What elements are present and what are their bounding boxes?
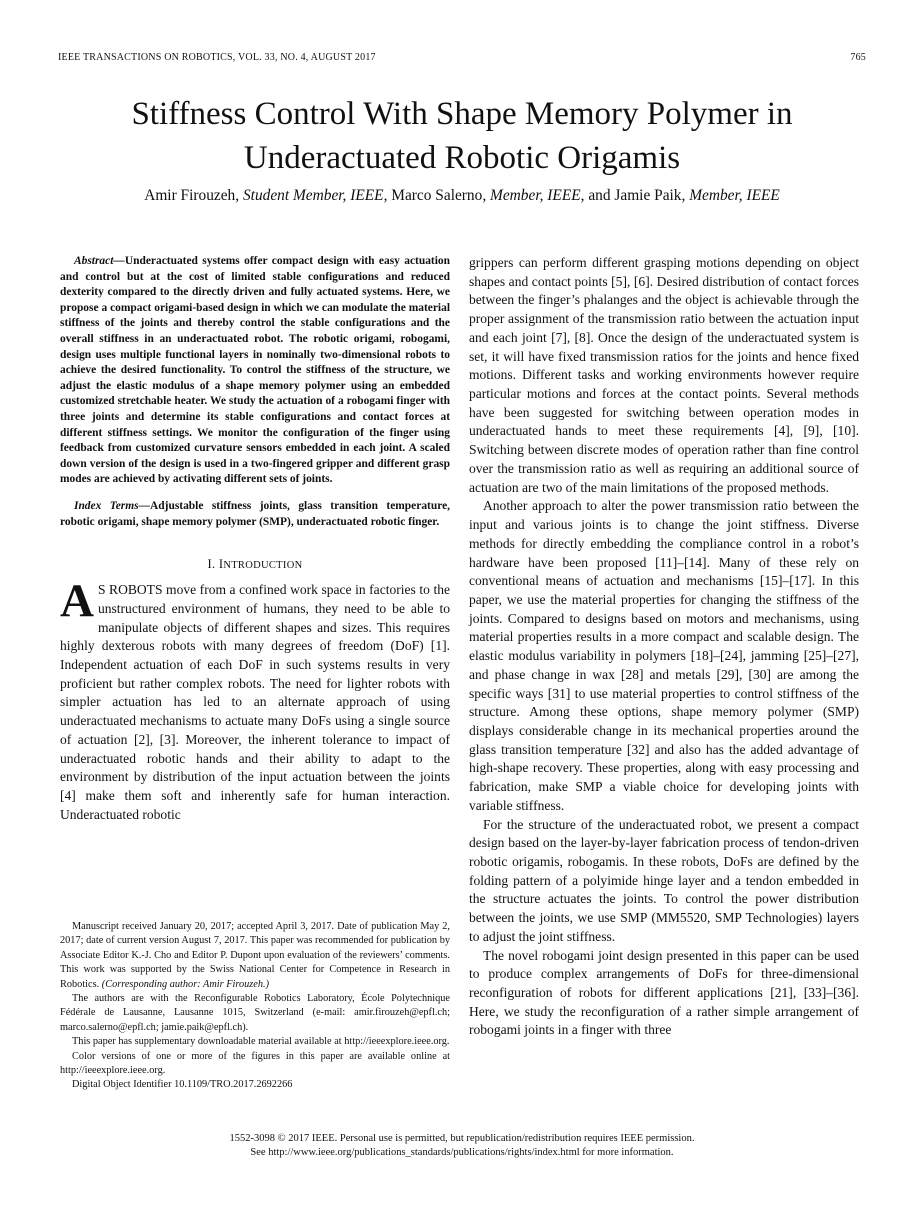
author-3-affiliation: , Member, IEEE xyxy=(681,187,780,204)
index-terms xyxy=(60,499,450,530)
page-number: 765 xyxy=(850,52,866,63)
footnote-affiliation: The authors are with the Reconfigurable Robotics Laboratory, École Polytechnique Fédérale de Lausanne, Lausanne 1015, Switzerland (e-mail: amir.firouzeh@epfl.ch; marco.salerno@epfl.ch; jamie.paik@epfl.ch). xyxy=(60,993,450,1033)
footnote-manuscript-text: Manuscript received January 20, 2017; accepted April 3, 2017. Date of publication May 2, 2017; date of current version August 7, 2017. This paper was recommended for publication by Associate Editor K.-J. Cho and Editor P. Dupont upon evaluation of the reviewers’ comments. This work was supported by the Swiss National Center for Competence in Research in Robotics. xyxy=(60,921,450,990)
title-line-2: Underactuated Robotic Origamis xyxy=(243,140,681,176)
paper-title xyxy=(40,92,884,180)
body-paragraph-1: grippers can perform different grasping motions depending on object shapes and contact points [5], [6]. Desired distribution of contact forces between the finger’s phalanges and the object is achievable through the proper assignment of the transmission ratio between the actuation input and each joint [7], [8]. Once the design of the underactuated system is set, it will have fixed transmission ratios for the joints and hence fixed motions. Different tasks and working environments however require particular motions and forces at the contact points. Several methods have been suggested for switching between operation modes in underactuated hands to meet these requirements [4], [9], [10]. Switching between discrete modes of operation rather than fine control over the transmission ratio as well as requiring an additional source of actuation are two of the main limitations of the proposed methods. xyxy=(469,255,859,495)
abstract xyxy=(60,254,450,488)
introduction-paragraph xyxy=(60,575,450,824)
footnotes xyxy=(60,920,450,1093)
body-paragraph-3: For the structure of the underactuated robot, we present a compact design based on the layer-by-layer fabrication process of tendon-driven robotic origamis, robogamis. In these robots, DoFs are defined by the folding pattern of a polyimide hinge layer and a tendon embedded in the structure actuates the joints. To control the power distribution between the joints, we use SMP (MM5520, SMP Technologies) layers to adjust the joint stiffness. xyxy=(469,816,859,944)
footnote-color-versions: Color versions of one or more of the figures in this paper are available online at http://ieeexplore.ieee.org. xyxy=(60,1050,450,1077)
footnote-manuscript xyxy=(60,920,450,992)
right-column xyxy=(469,254,859,1040)
abstract-lead: Abstract— xyxy=(74,255,125,267)
body-paragraph-4: The novel robogami joint design presented in this paper can be used to produce complex arrangements of DoFs for three-dimensional reconfiguration of robots for different applications [21], [33]–[36]. Here, we study the reconfiguration of a rather simple arrangement of robogami joints in a finger with three xyxy=(469,947,859,1038)
abstract-text: Underactuated systems offer compact design with easy actuation and control but at the cost of limited stable configurations and reduced dexterity compared to the directly driven and fully actuated systems. Here, we propose a compact origami-based design in which we can modulate the material stiffness of the joints and thereby control the stable configurations and the overall stiffness in an underactuated robot. The robotic origami, robogami, design uses multiple functional layers in nominally two-dimensional robots to achieve the desired functionality. To control the stiffness of the structure, we adjust the elastic modulus of a shape memory polymer using an embedded customized stretchable heater. We study the actuation of a robogami finger with three joints and determine its stable configurations and contact forces at different stiffness settings. We monitor the configuration of the finger using feedback from customized curvature sensors embedded in each joint. A scaled down version of the design is used in a two-fingered gripper and different grasp modes are achieved by activating different sets of joints. xyxy=(60,255,450,486)
section-heading-introduction xyxy=(60,557,450,572)
author-2: , Marco Salerno xyxy=(383,187,483,204)
index-terms-text: Adjustable stiffness joints, glass transition temperature, robotic origami, shape memory polymer (SMP), underactuated robotic finger. xyxy=(60,499,451,528)
section-title-initial: I xyxy=(218,557,224,572)
running-header xyxy=(58,52,866,63)
author-1: Amir Firouzeh, xyxy=(144,187,240,204)
copyright-line-1: 1552-3098 © 2017 IEEE. Personal use is permitted, but republication/redistribution requires IEEE permission. xyxy=(229,1133,695,1144)
title-line-1: Stiffness Control With Shape Memory Polymer in xyxy=(131,96,793,132)
copyright-notice xyxy=(40,1132,884,1160)
footnote-corresponding-author: (Corresponding author: Amir Firouzeh.) xyxy=(101,978,269,990)
author-2-affiliation: , Member, IEEE xyxy=(482,187,581,204)
author-list xyxy=(40,187,884,205)
section-numeral: I. xyxy=(207,557,216,572)
section-title-rest: NTRODUCTION xyxy=(223,560,303,572)
body-paragraph-2: Another approach to alter the power transmission ratio between the input and various joints is to change the joint stiffness. Diverse methods for directly embedding the compliance control in a robot’s hardware have been proposed [11]–[14]. Many of these rely on conventional means of actuation and mechanisms [15]–[17]. In this paper, we use the material properties for changing the stiffness of the joints. Compared to designs based on motors and mechanisms, using material properties results in a more compact and scalable design. The elastic modulus variability in polymers [18]–[24], jamming [25]–[27], and phase change in wax [28] and metals [29], [30] are among the specific ways [31] to use material properties to control stiffness of the structure. Among these options, shape memory polymer (SMP) displays considerable change in its mechanical properties around the glass transition temperature [32] and also has the added advantage of high-shape recovery. These properties, along with easy processing and fabrication, make SMP a viable choice for developing joints with variable stiffness. xyxy=(469,498,859,813)
footnote-doi: Digital Object Identifier 10.1109/TRO.2017.2692266 xyxy=(72,1079,293,1091)
author-3: , and Jamie Paik xyxy=(580,187,682,204)
footnote-supplementary: This paper has supplementary downloadable material available at http://ieeexplore.ieee.org. xyxy=(72,1036,450,1048)
left-column xyxy=(60,254,450,824)
index-terms-lead: Index Terms— xyxy=(74,499,151,512)
intro-paragraph-text: S ROBOTS move from a confined work space in factories to the unstructured environment of humans, they need to be able to manipulate objects of different shapes and sizes. This requires highly dexterous robots with many degrees of freedom (DoF) [1]. Independent actuation of each DoF in such systems results in very proficient but rather complex robots. The need for lighter robots with simpler actuation has led to an alternate approach of using underactuated mechanisms to actuate many DoFs using a single source of actuation [2], [3]. Moreover, the inherent tolerance to impact of underactuated robotic hands and their ability to adapt to the environment by distribution of the input actuation between the joints [4] make them soft and inherently safe for human interaction. Underactuated robotic xyxy=(60,582,450,822)
author-1-affiliation: Student Member, IEEE xyxy=(242,187,384,204)
journal-name: IEEE TRANSACTIONS ON ROBOTICS, VOL. 33, NO. 4, AUGUST 2017 xyxy=(58,52,376,63)
copyright-line-2: See http://www.ieee.org/publications_standards/publications/rights/index.html for more information. xyxy=(250,1147,674,1158)
drop-cap: A xyxy=(60,575,94,628)
